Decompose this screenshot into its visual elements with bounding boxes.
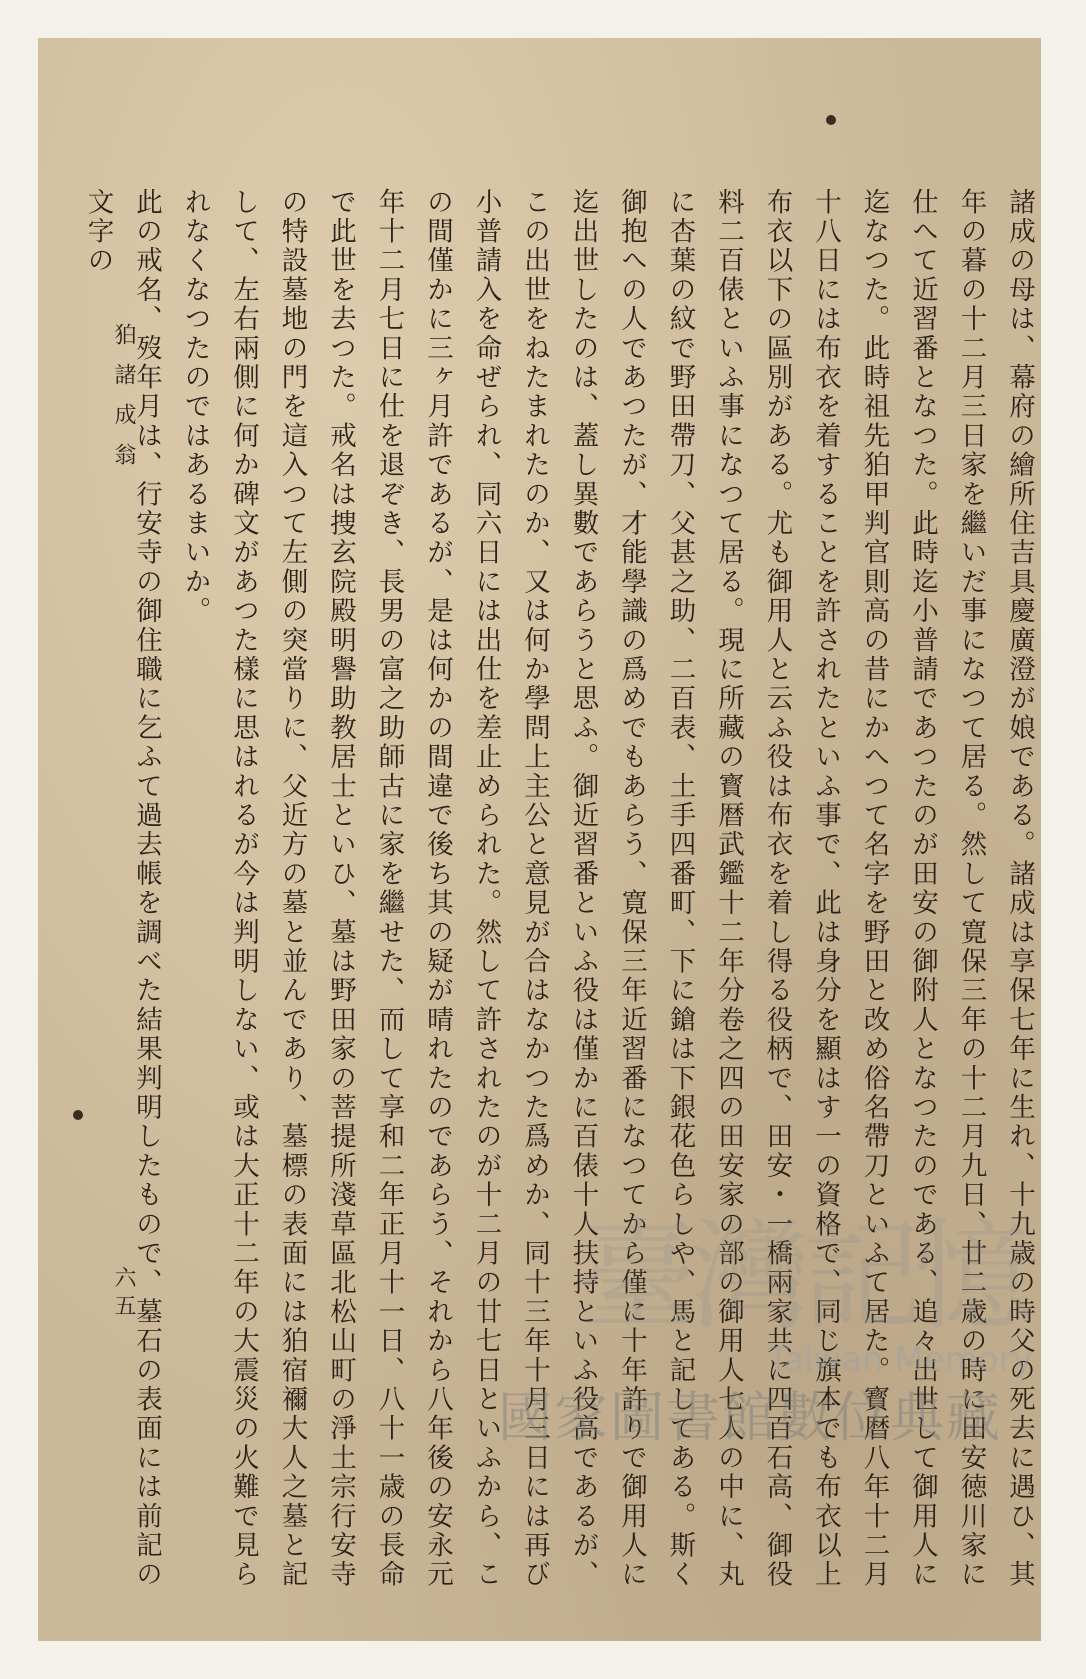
scanned-page [38, 38, 1041, 1641]
watermark-chinese: 國家圖書館數位典藏 [498, 1386, 1002, 1449]
page-number: 六五 [111, 1266, 136, 1322]
paragraph-1: 諸成の母は、幕府の繪所住吉具慶廣澄が娘である。諸成は享保七年に生れ、十九歳の時父の死去に遇ひ、其年の暮の十二月三日家を繼いだ事になつて居る。然して寛保三年の十二月九日、廿二歳の時に田安徳川家に仕へて近習番となつた。此時迄小普請であつたのが田安の御附人となつたのである、追々出世して御用人に迄なつた。此時祖先狛甲判官則高の昔にかへつて名字を野田と改め俗名帶刀といふて居た。寳暦八年十二月十八日には布衣を着することを許されたといふ事で、此は身分を顯はす一の資格で、同じ旗本でも布衣以上布衣以下の區別がある。尤も御用人と云ふ役は布衣を着し得る役柄で、田安・一橋兩家共に四百石高、御役料二百俵といふ事になつて居る。現に所藏の寳暦武鑑十二年分卷之四の田安家の部の御用人七人の中に、丸に杏葉の紋で野田帶刀、父甚之助、二百表、土手四番町、下に鎗は下銀花色らしや、馬と記してある。斯く御抱への人であつたが、才能學識の爲めでもあらう、寛保三年近習番になつてから僅に十年許りで御用人に迄出世したのは、蓋し異數であらうと思ふ。御近習番といふ役は僅かに百俵十人扶持といふ役高であるが、この出世をねたまれたのか、又は何か學問上主公と意見が合はなかつた爲めか、同十三年十月三日には再び小普請入を命ぜられ、同六日には出仕を差止められた。然して許されたのが十二月の廿七日といふから、この間僅かに三ヶ月許であるが、是は何かの間違で後ち其の疑が晴れたのであらう、それから八年後の安永元年十二月七日に仕を退ぞき、長男の富之助師古に家を繼せた、而して享和二年正月十一日、八十一歳の長命で此世を去つた。戒名は捜玄院殿明譽助教居士といひ、墓は野田家の菩提所淺草區北松山町の淨土宗行安寺の特設墓地の門を這入つて左側の突當りに、父近方の墓と並んであり、墓標の表面には狛宿禰大人之墓と記して、左右兩側に何か碑文があつた樣に思はれるが今は判明しない、或は大正十二年の大震災の火難で見られなくなつたのではあるまいか。 [179, 188, 1035, 1590]
watermark-logo-text: 臺灣記憶 [578, 1208, 1026, 1347]
watermark-english: Taiwan Memory [768, 1340, 1033, 1380]
running-title: 狛諸成翁 [111, 323, 136, 483]
paragraph-2: 此の戒名、歿年月は、行安寺の御住職に乞ふて過去帳を調べた結果判明したもので、墓石の表面には前記の文字の [82, 188, 162, 1590]
ink-speck [826, 115, 836, 125]
